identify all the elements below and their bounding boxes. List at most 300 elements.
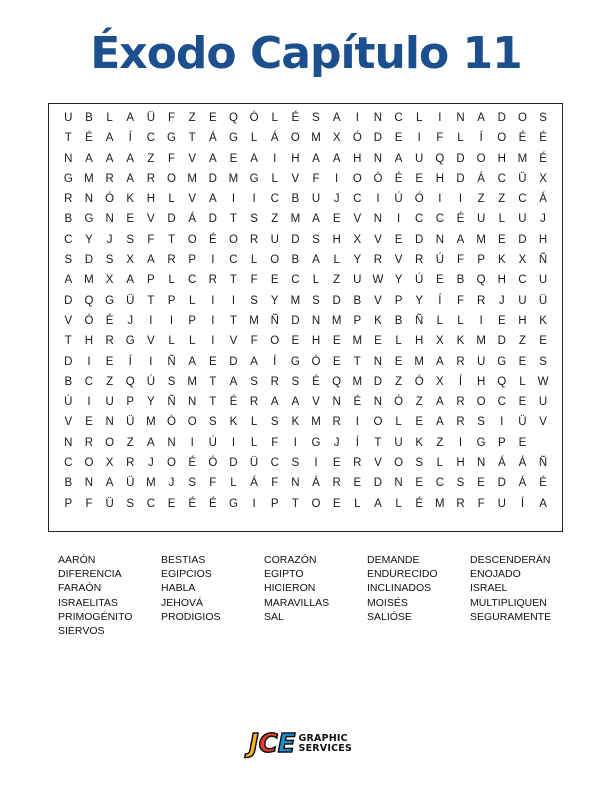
grid-cell: H xyxy=(353,152,362,165)
grid-cell: Ú xyxy=(394,193,403,206)
grid-cell: A xyxy=(332,112,341,124)
grid-cell: I xyxy=(355,416,359,429)
grid-cell: I xyxy=(252,193,256,206)
grid-cell: A xyxy=(394,152,403,165)
grid-cell: S xyxy=(167,375,176,388)
grid-cell: V xyxy=(539,416,547,429)
grid-cell: A xyxy=(312,254,320,267)
grid-row xyxy=(58,230,554,250)
grid-cell: I xyxy=(376,193,380,206)
grid-cell: D xyxy=(373,375,383,388)
grid-cell: Q xyxy=(228,112,238,124)
grid-cell: I xyxy=(273,152,277,165)
grid-cell: H xyxy=(291,152,300,165)
grid-cell: F xyxy=(85,497,93,510)
grid-cell: L xyxy=(250,416,258,429)
grid-cell: A xyxy=(126,112,135,124)
grid-cell: P xyxy=(188,314,196,327)
grid-cell: J xyxy=(168,477,175,490)
grid-cell: R xyxy=(270,375,279,388)
grid-cell: H xyxy=(497,274,506,287)
grid-cell: S xyxy=(477,416,485,429)
grid-cell: O xyxy=(167,457,176,470)
grid-cell: J xyxy=(148,457,154,470)
grid-cell: U xyxy=(538,396,548,409)
letter-grid xyxy=(58,108,554,514)
grid-cell: L xyxy=(188,335,196,348)
grid-cell: A xyxy=(270,396,279,409)
grid-cell: É xyxy=(539,477,547,490)
grid-cell: B xyxy=(85,112,93,124)
grid-cell: I xyxy=(211,314,215,327)
word-list-item: ENDURECIDO xyxy=(367,568,438,581)
grid-cell: U xyxy=(105,396,114,409)
word-list-item: MULTIPLIQUEN xyxy=(470,596,547,609)
grid-cell: D xyxy=(497,477,506,490)
grid-cell: C xyxy=(394,112,403,124)
grid-cell: F xyxy=(456,254,464,267)
grid-cell: Ó xyxy=(208,457,218,470)
grid-cell: É xyxy=(415,497,424,510)
grid-row xyxy=(58,372,554,392)
grid-cell: I xyxy=(479,314,483,327)
grid-cell: E xyxy=(353,477,362,490)
grid-cell: G xyxy=(125,335,135,348)
grid-cell: L xyxy=(519,375,526,388)
grid-cell: E xyxy=(270,274,279,287)
grid-cell: L xyxy=(436,314,444,327)
grid-cell: N xyxy=(435,233,444,246)
grid-cell: S xyxy=(415,457,424,470)
grid-cell: V xyxy=(394,254,403,267)
grid-cell: R xyxy=(249,233,259,246)
grid-cell: I xyxy=(314,457,318,470)
grid-cell: B xyxy=(291,254,300,267)
grid-cell: M xyxy=(311,416,321,429)
grid-cell: F xyxy=(312,172,320,185)
grid-cell: I xyxy=(211,254,215,267)
grid-cell: D xyxy=(518,233,527,246)
word-list-item: HABLA xyxy=(161,582,196,595)
grid-cell: L xyxy=(457,314,464,327)
grid-cell: E xyxy=(415,477,424,490)
logo-line-1: GRAPHIC xyxy=(298,733,348,744)
grid-cell: Y xyxy=(147,396,155,409)
grid-cell: L xyxy=(168,335,175,348)
grid-cell: P xyxy=(477,254,485,267)
grid-cell: R xyxy=(373,254,383,267)
grid-cell: A xyxy=(85,152,93,165)
grid-cell: Ü xyxy=(518,172,527,185)
grid-cell: S xyxy=(250,375,258,388)
grid-cell: O xyxy=(187,416,197,429)
grid-cell: P xyxy=(147,274,155,287)
grid-row xyxy=(58,433,554,453)
grid-cell: L xyxy=(395,335,402,348)
grid-cell: A xyxy=(208,193,217,206)
grid-cell: L xyxy=(168,274,175,287)
grid-cell: J xyxy=(333,193,340,206)
grid-cell: V xyxy=(64,416,73,429)
grid-cell: S xyxy=(188,477,196,490)
logo-line-2: SERVICES xyxy=(298,743,352,754)
grid-row xyxy=(58,149,554,169)
grid-cell: S xyxy=(126,497,135,510)
grid-cell: E xyxy=(332,355,341,368)
grid-cell: S xyxy=(539,112,547,124)
logo-text xyxy=(299,734,352,754)
grid-row xyxy=(58,189,554,209)
grid-cell: A xyxy=(312,213,320,226)
grid-cell: K xyxy=(497,254,506,267)
grid-cell: I xyxy=(252,497,256,510)
logo-letter: J xyxy=(249,729,259,759)
grid-cell: E xyxy=(518,436,527,449)
grid-cell: R xyxy=(415,254,424,267)
grid-cell: D xyxy=(208,172,217,185)
grid-cell: D xyxy=(229,355,238,368)
grid-cell: M xyxy=(146,416,156,429)
grid-cell: A xyxy=(147,436,155,449)
grid-cell: O xyxy=(352,172,362,185)
grid-cell: R xyxy=(208,274,217,287)
grid-cell: L xyxy=(395,497,402,510)
grid-cell: L xyxy=(106,112,113,124)
grid-cell: L xyxy=(271,172,278,185)
grid-cell: E xyxy=(85,416,93,429)
grid-cell: M xyxy=(84,274,94,287)
grid-cell: K xyxy=(374,314,382,327)
grid-cell: H xyxy=(435,172,444,185)
grid-cell: S xyxy=(291,457,300,470)
grid-cell: O xyxy=(228,233,238,246)
grid-cell: I xyxy=(335,172,339,185)
grid-cell: D xyxy=(497,112,506,124)
grid-cell: Z xyxy=(498,193,506,206)
grid-cell: V xyxy=(312,396,320,409)
grid-cell: Ó xyxy=(352,132,362,145)
grid-cell: I xyxy=(231,193,236,206)
grid-cell: H xyxy=(311,335,321,348)
grid-cell: É xyxy=(188,457,196,470)
grid-cell: A xyxy=(332,152,341,165)
word-list-item: EGIPTO xyxy=(264,568,304,581)
grid-cell: E xyxy=(497,233,506,246)
grid-cell: L xyxy=(168,193,175,206)
grid-cell: Ü xyxy=(126,477,135,490)
grid-cell: G xyxy=(249,172,259,185)
grid-cell: Ó xyxy=(373,172,383,185)
word-search-grid xyxy=(48,103,563,532)
grid-cell: M xyxy=(187,172,197,185)
word-list-item: ISRAEL xyxy=(470,582,508,595)
grid-cell: R xyxy=(84,436,94,449)
grid-cell: C xyxy=(291,274,300,287)
grid-cell: V xyxy=(353,213,362,226)
grid-cell: K xyxy=(229,416,238,429)
grid-cell: S xyxy=(250,213,258,226)
grid-cell: Á xyxy=(518,477,527,490)
grid-cell: Ó xyxy=(249,112,259,124)
grid-row xyxy=(58,250,554,270)
grid-cell: P xyxy=(64,497,73,510)
grid-cell: F xyxy=(477,497,485,510)
grid-cell: Q xyxy=(84,294,94,307)
grid-cell: U xyxy=(476,213,486,226)
grid-cell: E xyxy=(518,355,527,368)
grid-cell: U xyxy=(64,112,73,124)
grid-cell: C xyxy=(64,233,73,246)
grid-cell: Ñ xyxy=(538,457,548,470)
grid-cell: O xyxy=(373,416,383,429)
grid-cell: D xyxy=(332,294,341,307)
grid-row xyxy=(58,494,554,514)
word-list-item: SIERVOS xyxy=(58,625,105,638)
grid-cell: O xyxy=(311,497,321,510)
grid-cell: C xyxy=(497,172,506,185)
grid-cell: Q xyxy=(476,274,486,287)
grid-cell: H xyxy=(476,375,486,388)
grid-row xyxy=(58,412,554,432)
word-list-item: AARÓN xyxy=(58,554,96,566)
grid-cell: I xyxy=(438,193,442,206)
grid-cell: S xyxy=(456,477,465,490)
jce-graphic-services-logo xyxy=(249,728,365,760)
grid-cell: Q xyxy=(497,375,507,388)
grid-cell: B xyxy=(456,274,465,287)
grid-cell: A xyxy=(436,355,444,368)
grid-cell: M xyxy=(331,314,342,327)
grid-cell: G xyxy=(311,436,321,449)
grid-cell: T xyxy=(353,355,361,368)
grid-cell: A xyxy=(456,233,465,246)
grid-cell: Ü xyxy=(105,497,114,510)
grid-cell: Í xyxy=(479,132,483,145)
grid-cell: E xyxy=(415,172,424,185)
word-list-item: CORAZÓN xyxy=(264,554,317,566)
grid-cell: B xyxy=(64,477,73,490)
grid-cell: É xyxy=(208,497,217,510)
grid-cell: I xyxy=(211,335,215,348)
grid-cell: X xyxy=(518,254,527,267)
grid-cell: L xyxy=(395,416,402,429)
grid-cell: L xyxy=(250,254,258,267)
grid-cell: N xyxy=(373,112,383,124)
logo-letter: C xyxy=(258,729,278,759)
grid-cell: N xyxy=(456,112,465,124)
grid-cell: M xyxy=(290,213,301,226)
grid-cell: E xyxy=(539,335,547,348)
grid-cell: X xyxy=(105,274,114,287)
grid-cell: Z xyxy=(518,335,526,348)
grid-cell: E xyxy=(105,355,114,368)
grid-cell: Q xyxy=(125,375,135,388)
grid-cell: Ú xyxy=(64,396,73,409)
grid-row xyxy=(58,169,554,189)
grid-cell: R xyxy=(146,172,156,185)
grid-cell: X xyxy=(539,172,547,185)
grid-cell: S xyxy=(312,112,320,124)
grid-cell: E xyxy=(374,335,382,348)
grid-row xyxy=(58,311,554,331)
grid-cell: V xyxy=(374,233,382,246)
grid-cell: Ü xyxy=(249,457,259,470)
grid-cell: I xyxy=(211,294,215,307)
grid-cell: F xyxy=(456,294,464,307)
grid-cell: D xyxy=(84,254,94,267)
word-list-item: HICIERON xyxy=(264,582,316,595)
grid-cell: R xyxy=(105,335,114,348)
grid-cell: C xyxy=(415,213,424,226)
grid-cell: A xyxy=(250,152,258,165)
grid-cell: T xyxy=(188,132,196,145)
grid-cell: T xyxy=(229,213,237,226)
grid-cell: I xyxy=(438,112,442,124)
grid-cell: R xyxy=(105,172,114,185)
grid-cell: R xyxy=(167,254,176,267)
grid-cell: É xyxy=(539,152,547,165)
word-list-item: JEHOVÁ xyxy=(161,596,204,609)
grid-cell: U xyxy=(311,193,321,206)
grid-cell: X xyxy=(126,254,135,267)
grid-cell: L xyxy=(436,457,444,470)
grid-cell: N xyxy=(105,213,114,226)
grid-cell: X xyxy=(436,375,444,388)
grid-cell: P xyxy=(270,497,279,510)
grid-cell: N xyxy=(64,152,73,165)
word-list-item: DEMANDE xyxy=(367,554,420,566)
grid-cell: J xyxy=(333,436,340,449)
grid-cell: K xyxy=(415,436,424,449)
grid-cell: F xyxy=(250,274,258,287)
grid-cell: A xyxy=(539,497,547,510)
grid-cell: Ñ xyxy=(270,314,279,327)
grid-cell: N xyxy=(291,477,300,490)
grid-cell: P xyxy=(126,396,135,409)
grid-cell: Ñ xyxy=(415,314,424,327)
grid-cell: A xyxy=(436,396,444,409)
grid-cell: É xyxy=(518,132,527,145)
grid-cell: C xyxy=(435,477,444,490)
grid-cell: N xyxy=(373,152,383,165)
grid-cell: R xyxy=(456,355,465,368)
grid-cell: R xyxy=(332,477,341,490)
grid-cell: M xyxy=(311,132,321,145)
grid-cell: Q xyxy=(435,152,445,165)
grid-cell: A xyxy=(147,254,155,267)
grid-cell: H xyxy=(415,335,424,348)
grid-cell: Ü xyxy=(126,416,135,429)
grid-cell: O xyxy=(270,254,280,267)
grid-cell: X xyxy=(105,457,114,470)
grid-cell: F xyxy=(209,477,217,490)
grid-cell: N xyxy=(188,396,197,409)
grid-cell: G xyxy=(63,172,73,185)
grid-cell: R xyxy=(249,396,259,409)
grid-cell: M xyxy=(352,375,363,388)
grid-cell: N xyxy=(105,416,114,429)
grid-cell: S xyxy=(312,233,320,246)
word-list-item: PRODIGIOS xyxy=(161,610,221,623)
grid-cell: O xyxy=(476,396,486,409)
grid-cell: R xyxy=(332,416,341,429)
grid-cell: Á xyxy=(518,457,527,470)
grid-cell: S xyxy=(312,294,320,307)
grid-cell: Ó xyxy=(167,416,176,429)
grid-cell: Ó xyxy=(414,193,424,206)
grid-cell: C xyxy=(84,375,94,388)
word-list-item: SAL xyxy=(264,610,284,623)
grid-cell: Z xyxy=(436,436,444,449)
grid-cell: Ó xyxy=(105,193,115,206)
grid-cell: D xyxy=(291,314,300,327)
grid-cell: Ó xyxy=(84,314,94,327)
grid-cell: Y xyxy=(270,294,279,307)
grid-cell: I xyxy=(500,416,504,429)
grid-cell: G xyxy=(167,132,176,145)
grid-cell: U xyxy=(497,497,506,510)
grid-cell: C xyxy=(518,193,527,206)
grid-cell: I xyxy=(169,314,174,327)
grid-cell: T xyxy=(229,274,237,287)
grid-cell: É xyxy=(456,213,465,226)
grid-cell: D xyxy=(373,132,383,145)
grid-cell: G xyxy=(497,355,507,368)
grid-cell: R xyxy=(456,497,465,510)
grid-row xyxy=(58,291,554,311)
grid-cell: F xyxy=(250,335,258,348)
grid-cell: É xyxy=(229,396,238,409)
grid-cell: U xyxy=(415,152,424,165)
grid-cell: A xyxy=(126,172,135,185)
grid-row xyxy=(58,270,554,290)
grid-cell: B xyxy=(64,213,73,226)
word-list-item: MARAVILLAS xyxy=(264,596,330,609)
grid-cell: C xyxy=(229,254,238,267)
grid-cell: Ó xyxy=(394,396,404,409)
grid-cell: S xyxy=(270,416,279,429)
grid-cell: D xyxy=(373,477,383,490)
grid-cell: E xyxy=(208,112,217,124)
grid-cell: É xyxy=(188,497,196,510)
grid-cell: G xyxy=(228,497,238,510)
grid-cell: L xyxy=(250,436,258,449)
grid-cell: Z xyxy=(106,375,114,388)
grid-cell: P xyxy=(497,436,506,449)
grid-cell: E xyxy=(477,477,485,490)
grid-cell: É xyxy=(208,233,217,246)
grid-cell: F xyxy=(271,477,279,490)
grid-cell: R xyxy=(456,416,465,429)
grid-cell: É xyxy=(394,172,403,185)
logo-letter: E xyxy=(277,729,296,759)
grid-cell: Ú xyxy=(415,274,424,287)
grid-cell: T xyxy=(209,396,217,409)
grid-cell: H xyxy=(332,233,341,246)
grid-cell: C xyxy=(146,132,156,145)
grid-cell: C xyxy=(146,497,156,510)
grid-cell: O xyxy=(290,132,300,145)
grid-cell: M xyxy=(146,477,156,490)
grid-cell: T xyxy=(374,436,382,449)
grid-cell: O xyxy=(497,132,507,145)
grid-cell: Ñ xyxy=(538,254,548,267)
grid-cell: D xyxy=(229,457,238,470)
grid-row xyxy=(58,331,554,351)
grid-cell: P xyxy=(394,294,403,307)
grid-cell: É xyxy=(312,375,320,388)
grid-cell: N xyxy=(373,213,383,226)
